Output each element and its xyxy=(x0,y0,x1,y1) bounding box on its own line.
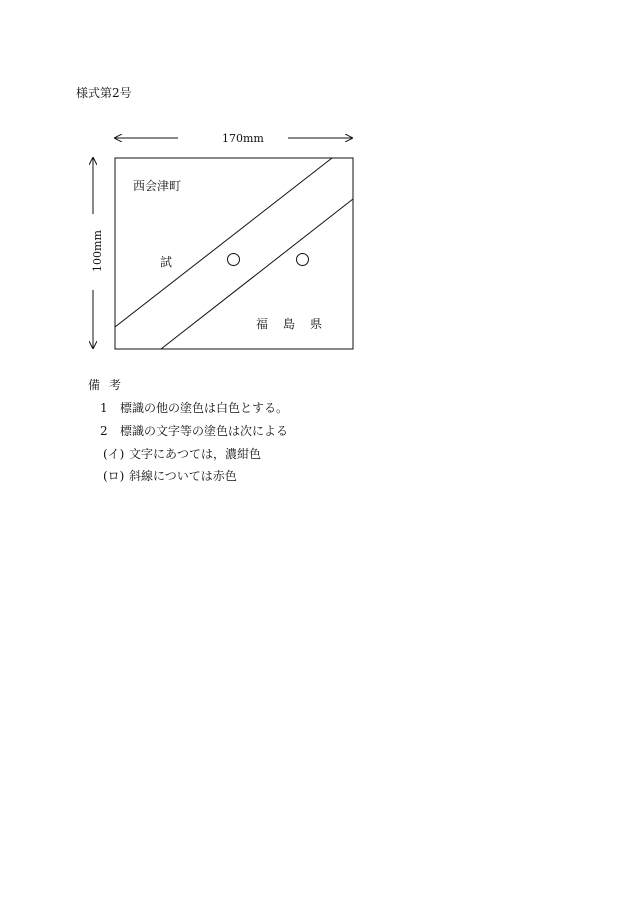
remarks-heading: 備考 xyxy=(88,378,131,392)
remark-marker: (イ) xyxy=(103,447,125,461)
prefecture-name: 福島県 xyxy=(256,317,338,331)
remark-text: 標識の他の塗色は白色とする。 xyxy=(120,401,289,415)
circle-mark-2 xyxy=(296,253,309,266)
test-char: 試 xyxy=(160,255,173,269)
town-name: 西会津町 xyxy=(133,179,182,193)
remark-item xyxy=(100,422,288,439)
height-label: 100mm xyxy=(91,230,104,272)
remark-marker: 1 xyxy=(100,401,108,415)
remark-item xyxy=(103,467,237,484)
remark-text: 斜線については赤色 xyxy=(129,469,237,483)
circle-mark-1 xyxy=(227,253,240,266)
remark-text: 標識の文字等の塗色は次による xyxy=(120,424,289,438)
remark-item xyxy=(100,399,288,416)
width-label: 170mm xyxy=(222,132,264,145)
remark-text: 文字にあつては，濃紺色 xyxy=(129,447,262,461)
remark-marker: (ロ) xyxy=(103,469,125,483)
remark-marker: 2 xyxy=(100,424,108,438)
form-number: 様式第2号 xyxy=(76,86,132,100)
remark-item xyxy=(103,445,261,462)
